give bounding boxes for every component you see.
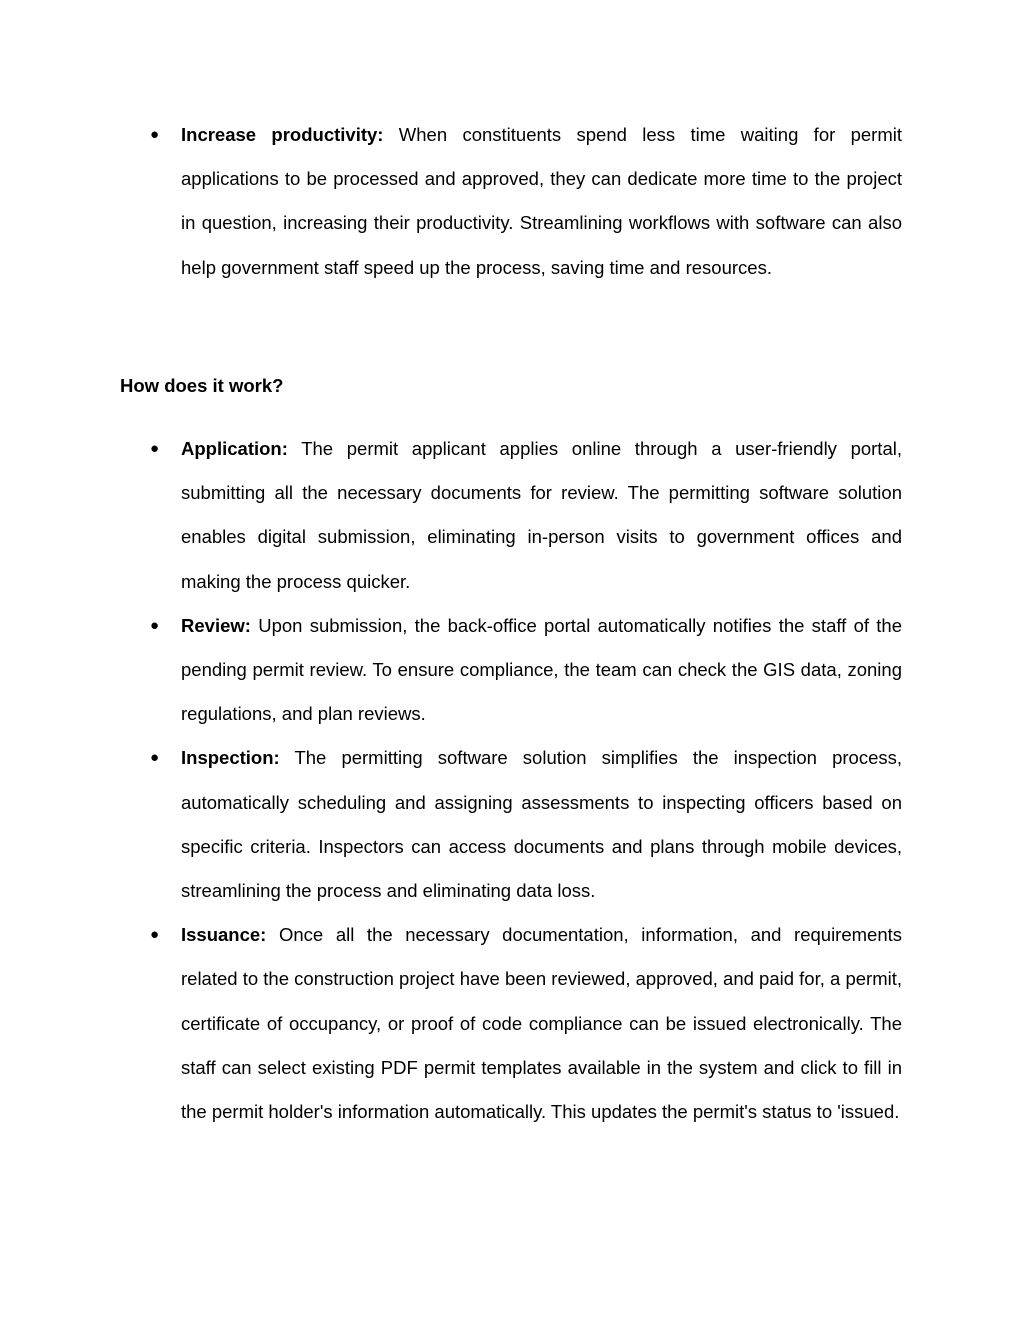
steps-list: [150, 427, 903, 1134]
list-item: [150, 427, 902, 604]
item-term: Review:: [181, 614, 251, 636]
bullet-icon: ●: [150, 926, 160, 944]
bullet-icon: ●: [150, 440, 160, 457]
item-text: Upon submission, the back-office portal automatically notifies the staff of the pending permit review. To ensure compliance, the team can check the GIS data, zoning regulations, and plan reviews.: [181, 614, 902, 725]
list-item: [150, 913, 903, 1134]
item-text: The permitting software solution simplifies the inspection process, automatically scheduling and assigning assessments to inspecting officers based on specific criteria. Inspectors can access documents and plans through mobile devices, streamlining the process and eliminating data loss.: [181, 747, 902, 902]
list-item: [150, 604, 902, 737]
list-item: [150, 736, 902, 913]
item-term: Issuance:: [181, 924, 267, 946]
item-text: Once all the necessary documentation, information, and requirements related to the construction project have been reviewed, approved, and paid for, a permit, certificate of occupancy, or proof of code compliance can be issued electronically. The staff can select existing PDF permit templates available in the system and click to fill in the permit holder's information automatically. This updates the permit's status to 'issued.: [181, 924, 903, 1123]
item-term: Increase productivity:: [181, 124, 384, 145]
item-term: Inspection:: [181, 747, 280, 769]
bullet-icon: ●: [150, 616, 160, 634]
item-text: When constituents spend less time waiting for permit applications to be processed and approved, they can dedicate more time to the project in question, increasing their productivity. Streamlining workflows with software can also help government staff speed up the process, saving time and resources.: [181, 124, 903, 278]
bullet-icon: ●: [150, 749, 160, 767]
list-item: [150, 113, 903, 290]
bullet-icon: ●: [150, 126, 160, 143]
item-text: The permit applicant applies online through a user-friendly portal, submitting all the necessary documents for review. The permitting software solution enables digital submission, eliminating in-person visits to government offices and making the process quicker.: [181, 438, 902, 592]
item-term: Application:: [181, 438, 288, 459]
section-heading: How does it work?: [120, 375, 284, 396]
benefits-list: [150, 113, 903, 290]
